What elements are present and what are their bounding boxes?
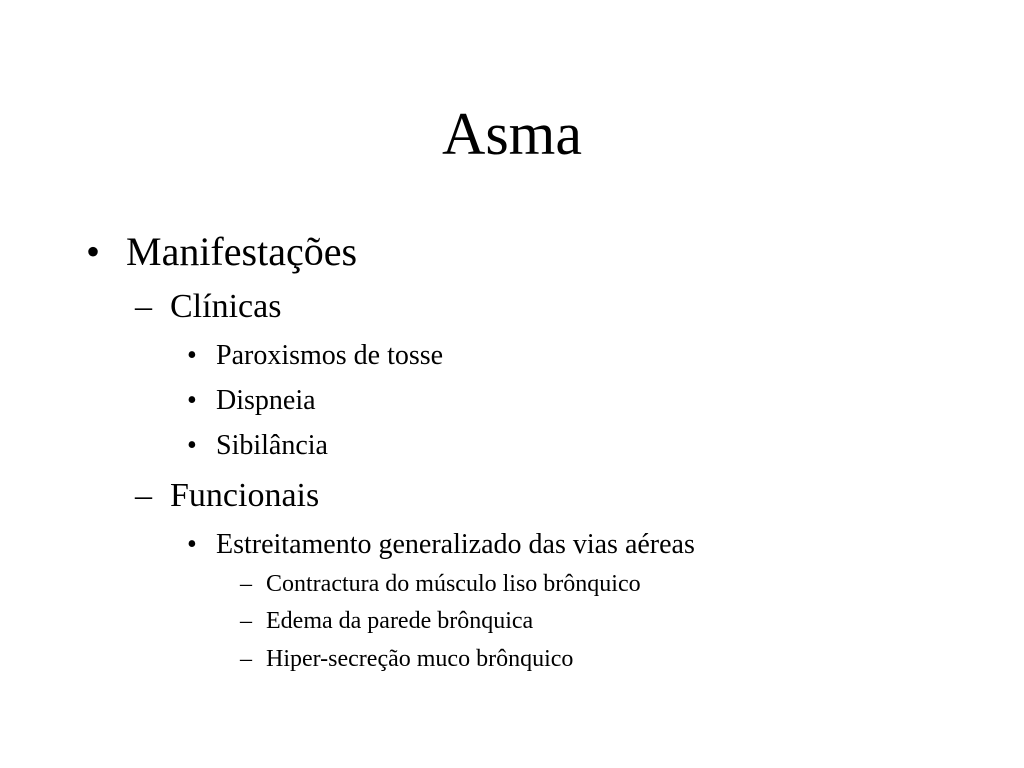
- sub-sub-item-paroxismos: [187, 339, 587, 373]
- sub-sub-item-sibilancia: [187, 429, 587, 463]
- dash-marker: –: [240, 646, 252, 672]
- sub-item-text: Funcionais: [170, 477, 320, 514]
- bullet-item-manifestacoes: [86, 228, 486, 276]
- level4-item-text: Hiper-secreção muco brônquico: [266, 646, 574, 672]
- level4-item-text: Contractura do músculo liso brônquico: [266, 571, 641, 597]
- sub-sub-item-text: Paroxismos de tosse: [216, 340, 444, 371]
- sub-item-clinicas: [135, 287, 435, 327]
- sub-item-funcionais: [135, 476, 435, 516]
- bullet-marker: •: [187, 340, 197, 371]
- bullet-marker: •: [187, 529, 197, 560]
- sub-sub-item-text: Dispneia: [216, 385, 316, 416]
- bullet-marker: •: [187, 430, 197, 461]
- dash-marker: –: [135, 288, 152, 325]
- sub-sub-item-estreitamento: [187, 528, 887, 562]
- sub-sub-item-text: Sibilância: [216, 430, 328, 461]
- bullet-marker: •: [86, 229, 101, 274]
- slide-title: Asma: [442, 101, 582, 167]
- level4-item-text: Edema da parede brônquica: [266, 608, 534, 634]
- level4-item-edema: [240, 606, 840, 636]
- level4-item-hipersecrecao: [240, 644, 840, 674]
- sub-sub-item-dispneia: [187, 384, 587, 418]
- level4-item-contractura: [240, 569, 840, 599]
- dash-marker: –: [240, 571, 252, 597]
- dash-marker: –: [135, 477, 152, 514]
- sub-item-text: Clínicas: [170, 288, 282, 325]
- bullet-text: Manifestações: [126, 229, 358, 274]
- bullet-marker: •: [187, 385, 197, 416]
- dash-marker: –: [240, 608, 252, 634]
- sub-sub-item-text: Estreitamento generalizado das vias aéreas: [216, 529, 695, 560]
